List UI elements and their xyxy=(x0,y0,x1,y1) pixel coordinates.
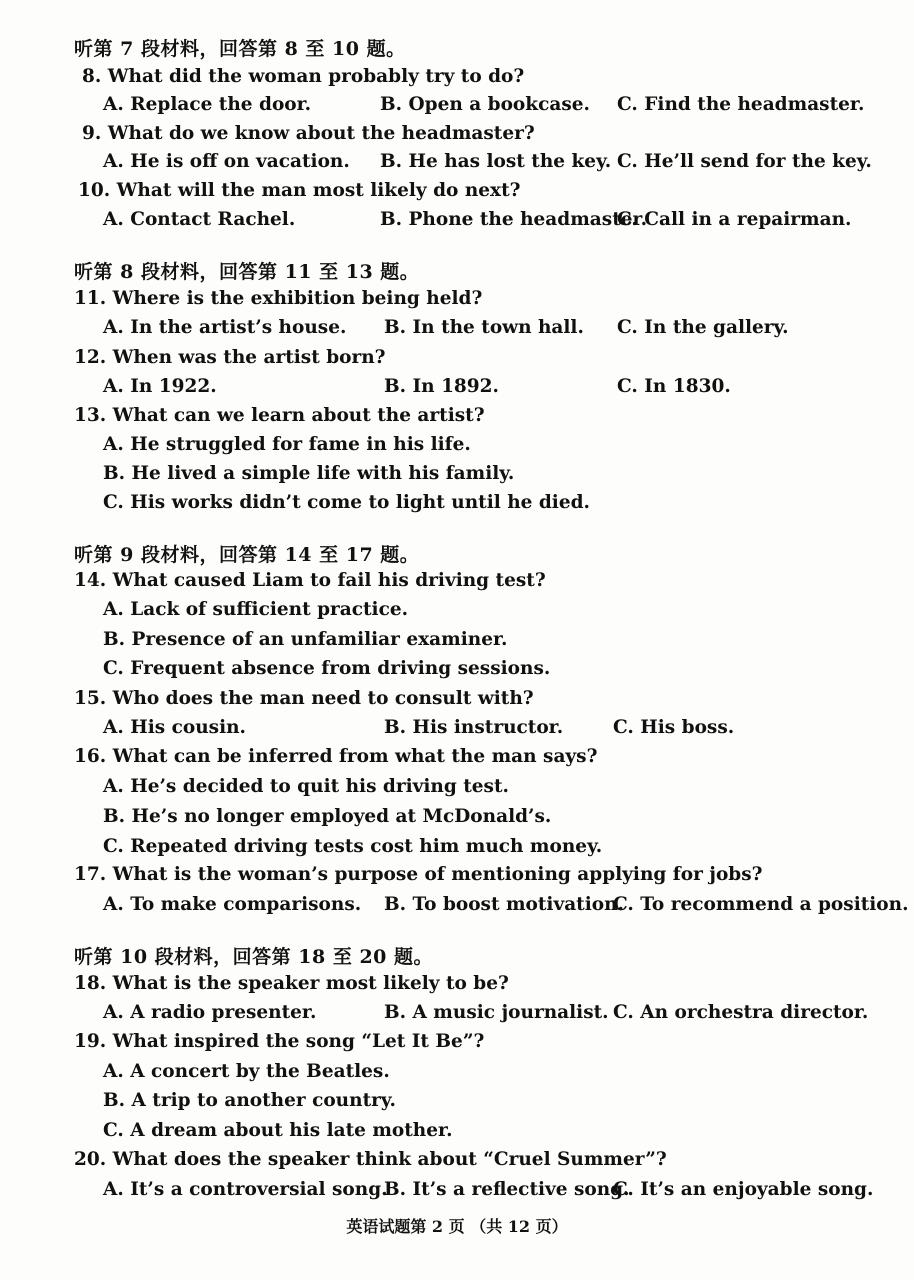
option-b: B. Presence of an unfamiliar examiner. xyxy=(103,629,508,650)
option-c: C. It’s an enjoyable song. xyxy=(613,1179,874,1200)
option-c: C. Find the headmaster. xyxy=(617,94,865,115)
option-a: A. A radio presenter. xyxy=(103,1002,317,1023)
option-b: B. He has lost the key. xyxy=(380,151,612,172)
question-stem: 17. What is the woman’s purpose of mentioning applying for jobs? xyxy=(74,864,763,885)
option-a: A. He is off on vacation. xyxy=(103,151,350,172)
question-stem: 18. What is the speaker most likely to be? xyxy=(74,973,509,994)
question-stem: 15. Who does the man need to consult with? xyxy=(74,688,534,709)
option-a: A. Contact Rachel. xyxy=(103,209,296,230)
option-b: B. A trip to another country. xyxy=(103,1090,396,1111)
option-a: A. In the artist’s house. xyxy=(103,317,347,338)
option-c: C. Call in a repairman. xyxy=(617,209,852,230)
question-stem: 19. What inspired the song “Let It Be”? xyxy=(74,1031,485,1052)
option-a: A. Lack of sufficient practice. xyxy=(103,599,409,620)
page-footer: 英语试题第 2 页 （共 12 页） xyxy=(346,1217,568,1236)
option-c: C. To recommend a position. xyxy=(613,894,909,915)
option-a: A. He struggled for fame in his life. xyxy=(103,434,471,455)
option-c: C. In the gallery. xyxy=(617,317,789,338)
option-c: C. Repeated driving tests cost him much money. xyxy=(103,836,603,857)
question-stem: 13. What can we learn about the artist? xyxy=(74,405,485,426)
option-b: B. He’s no longer employed at McDonald’s. xyxy=(103,806,552,827)
option-b: B. In 1892. xyxy=(384,376,499,397)
question-stem: 20. What does the speaker think about “Cruel Summer”? xyxy=(74,1149,667,1170)
question-stem: 10. What will the man most likely do next? xyxy=(78,180,521,201)
question-stem: 14. What caused Liam to fail his driving test? xyxy=(74,570,546,591)
section-heading: 听第 8 段材料，回答第 11 至 13 题。 xyxy=(74,261,420,283)
option-c: C. His boss. xyxy=(613,717,735,738)
option-b: B. Phone the headmaster. xyxy=(380,209,648,230)
option-c: C. An orchestra director. xyxy=(613,1002,869,1023)
option-c: C. He’ll send for the key. xyxy=(617,151,872,172)
question-stem: 11. Where is the exhibition being held? xyxy=(74,288,483,309)
question-stem: 8. What did the woman probably try to do? xyxy=(82,66,525,87)
option-a: A. Replace the door. xyxy=(103,94,312,115)
option-b: B. He lived a simple life with his family. xyxy=(103,463,515,484)
option-b: B. Open a bookcase. xyxy=(380,94,590,115)
section-heading: 听第 9 段材料，回答第 14 至 17 题。 xyxy=(74,544,420,566)
option-c: C. Frequent absence from driving sessions. xyxy=(103,658,551,679)
option-a: A. To make comparisons. xyxy=(103,894,362,915)
option-c: C. His works didn’t come to light until he died. xyxy=(103,492,590,513)
option-a: A. His cousin. xyxy=(103,717,246,738)
section-heading: 听第 10 段材料，回答第 18 至 20 题。 xyxy=(74,946,434,968)
option-a: A. A concert by the Beatles. xyxy=(103,1061,390,1082)
option-b: B. To boost motivation. xyxy=(384,894,624,915)
option-a: A. It’s a controversial song. xyxy=(103,1179,388,1200)
question-stem: 12. When was the artist born? xyxy=(74,347,386,368)
option-b: B. In the town hall. xyxy=(384,317,584,338)
option-c: C. In 1830. xyxy=(617,376,731,397)
option-b: B. A music journalist. xyxy=(384,1002,609,1023)
option-a: A. He’s decided to quit his driving test. xyxy=(103,776,509,797)
option-c: C. A dream about his late mother. xyxy=(103,1120,453,1141)
option-a: A. In 1922. xyxy=(103,376,217,397)
section-heading: 听第 7 段材料，回答第 8 至 10 题。 xyxy=(74,38,406,60)
option-b: B. It’s a reflective song. xyxy=(384,1179,630,1200)
question-stem: 16. What can be inferred from what the man says? xyxy=(74,746,598,767)
question-stem: 9. What do we know about the headmaster? xyxy=(82,123,535,144)
option-b: B. His instructor. xyxy=(384,717,564,738)
